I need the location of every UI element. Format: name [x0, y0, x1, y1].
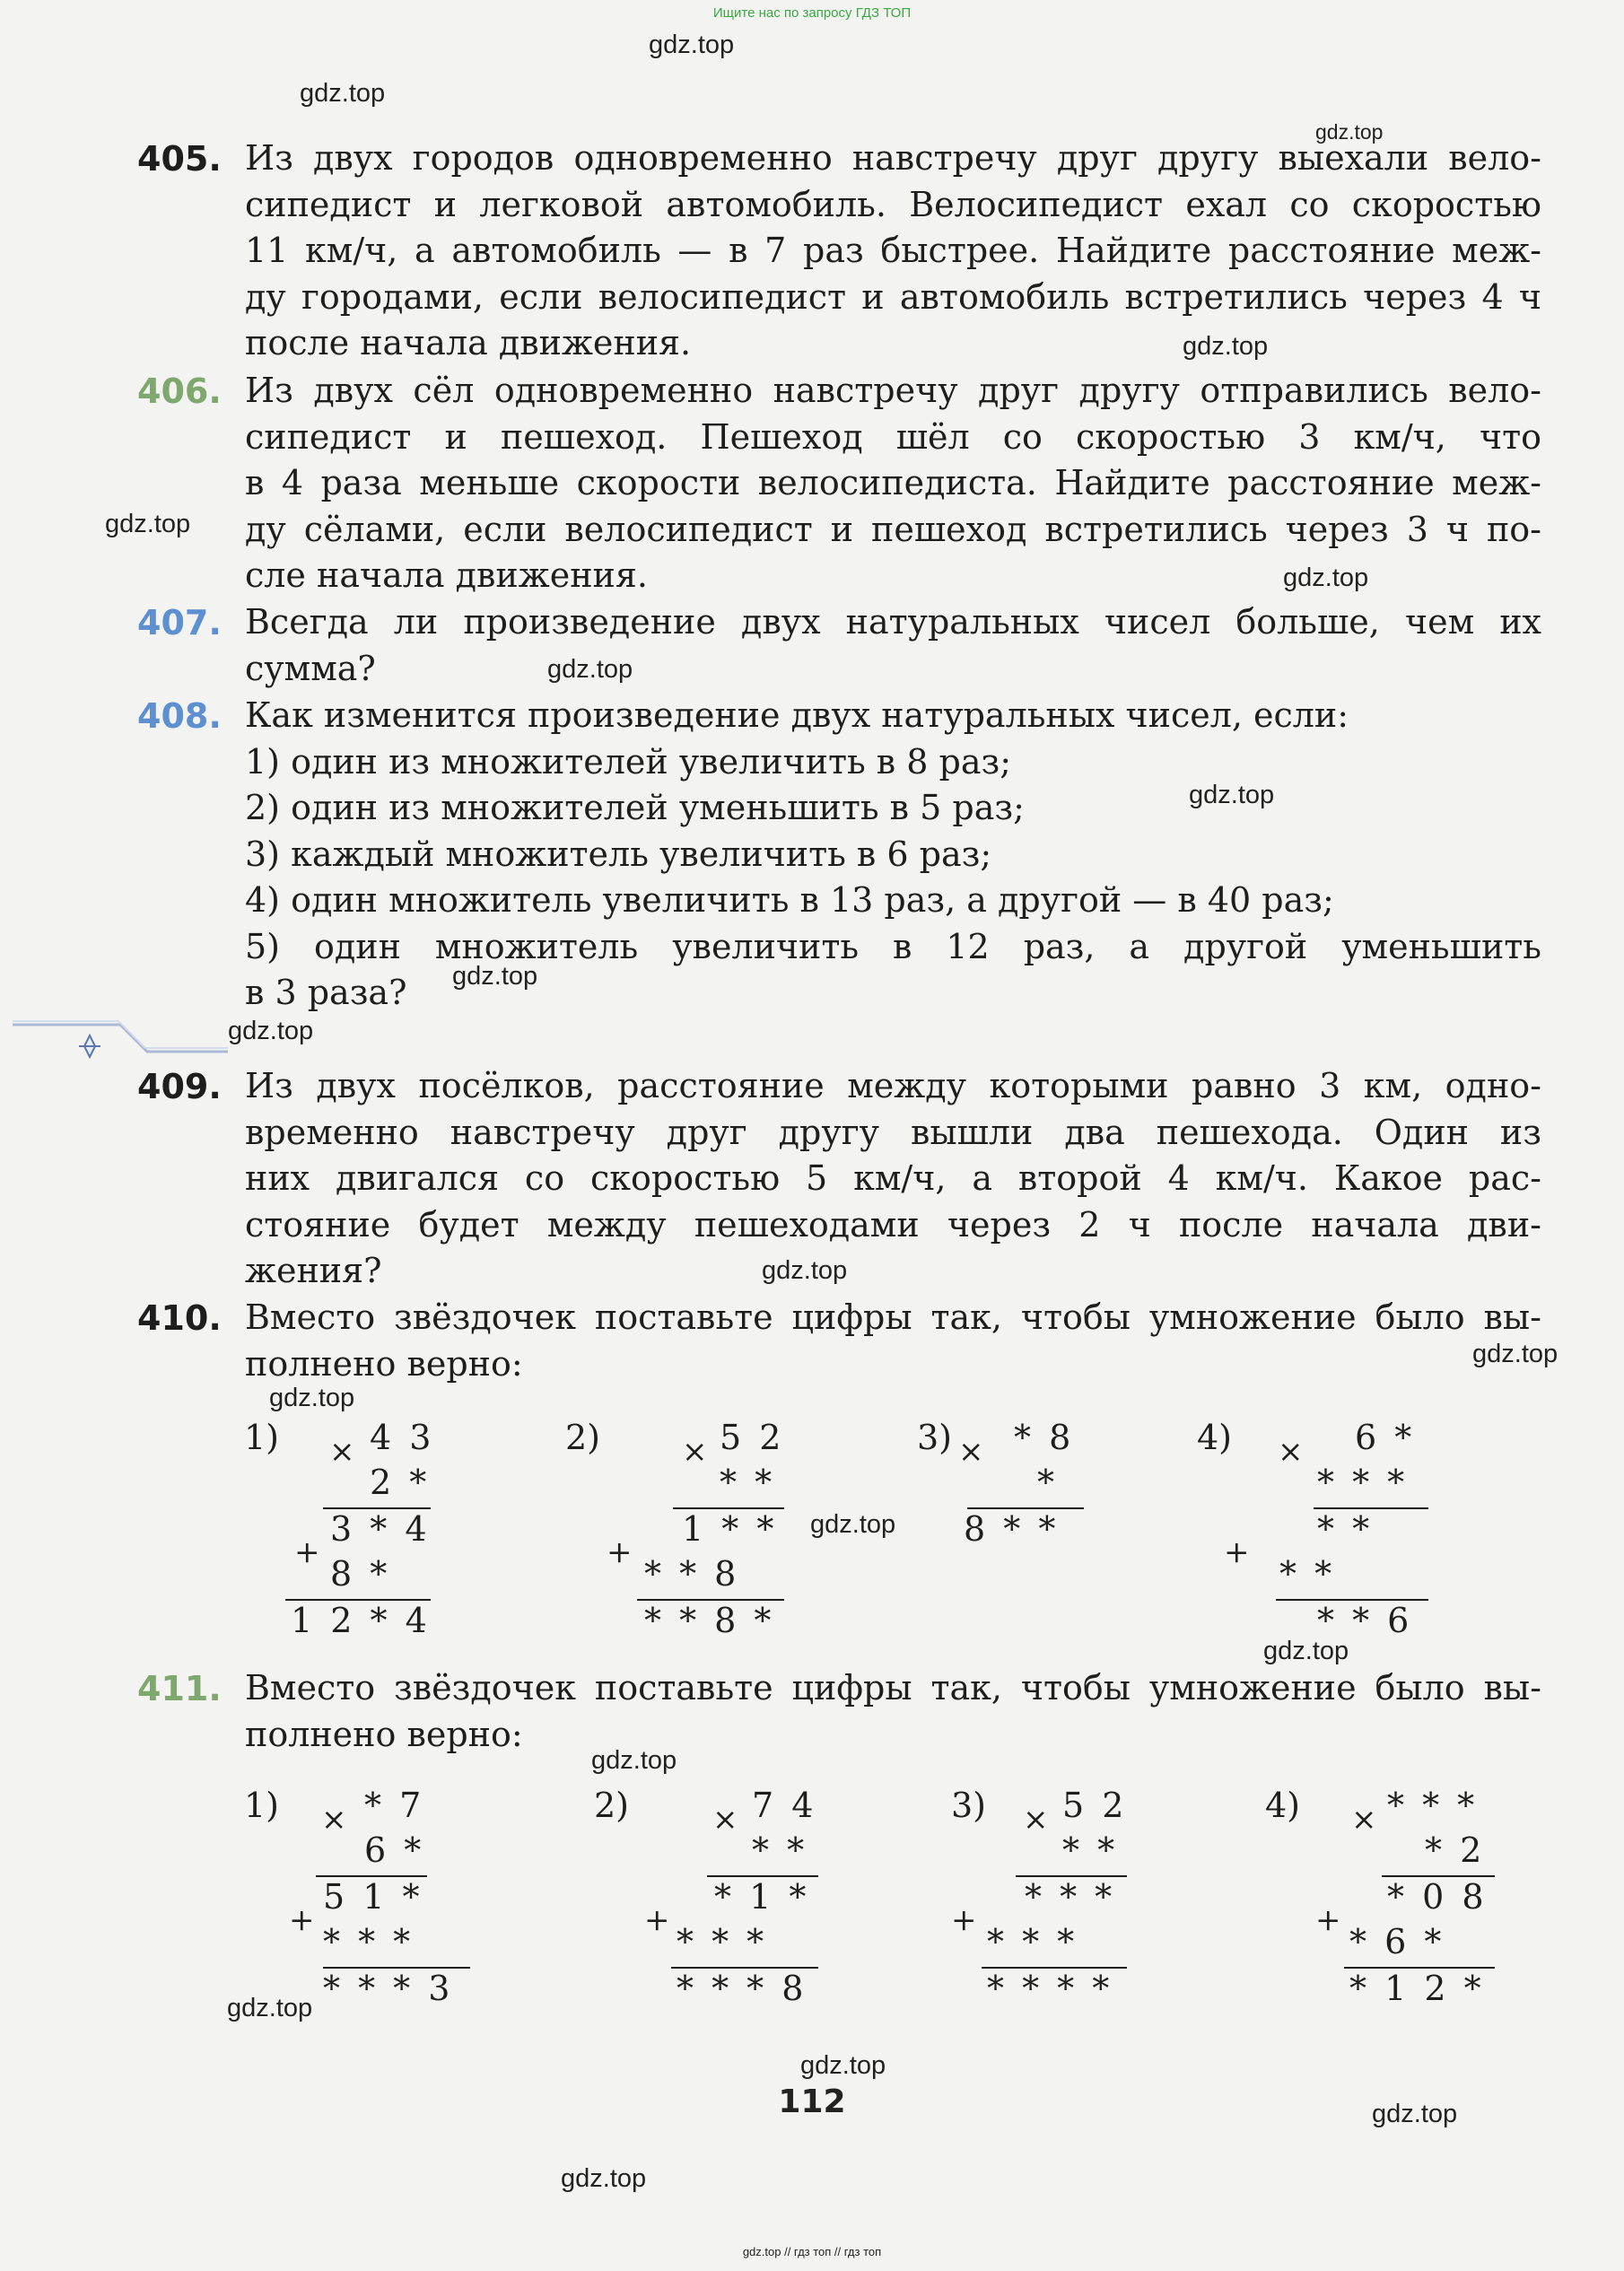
- partial-product: 3 * 4: [330, 1509, 431, 1549]
- text-line: 4) один множитель увеличить в 13 раз, а другой — в 40 раз;: [245, 880, 1334, 920]
- multiplication-puzzle: [244, 1786, 495, 2019]
- multiplicand: 5 2: [1062, 1786, 1128, 1825]
- plus-icon: +: [607, 1534, 633, 1570]
- plus-icon: +: [1224, 1534, 1250, 1570]
- partial-product: * * *: [323, 1922, 415, 1961]
- times-icon: ×: [321, 1802, 347, 1838]
- problem-number: 408.: [137, 696, 222, 736]
- partial-product: 5 1 *: [323, 1877, 423, 1917]
- multiplication-puzzle: [565, 1418, 799, 1651]
- plus-icon: +: [294, 1534, 320, 1570]
- text-line: Вместо звёздочек поставьте цифры так, чтобы умножение было вы-: [245, 1668, 1541, 1708]
- partial-product: * * *: [677, 1922, 768, 1961]
- section-badge-icon: [13, 1010, 228, 1064]
- puzzle-label: 2): [594, 1786, 630, 1825]
- text-line: 3) каждый множитель увеличить в 6 раз;: [245, 834, 992, 874]
- text-line: Вместо звёздочек поставьте цифры так, чтобы умножение было вы-: [245, 1297, 1541, 1337]
- watermark: gdz.top: [561, 2164, 647, 2193]
- product: * * 6: [1317, 1601, 1413, 1640]
- text-line: в 4 раза меньше скорости велосипедиста. Найдите расстояние меж-: [245, 463, 1541, 502]
- problem-text: [245, 599, 1541, 692]
- text-line: 11 км/ч, а автомобиль — в 7 раз быстрее. Найдите расстояние меж-: [245, 231, 1541, 270]
- text-line: стояние будет между пешеходами через 2 ч после начала дви-: [245, 1204, 1541, 1245]
- multiplication-puzzle: [917, 1418, 1123, 1561]
- puzzle-label: 3): [951, 1786, 987, 1825]
- problem-text: [245, 1295, 1541, 1387]
- multiplicand: * * *: [1387, 1786, 1479, 1825]
- text-line: Из двух городов одновременно навстречу друг другу выехали вело-: [245, 138, 1541, 178]
- text-line: жения?: [245, 1251, 382, 1290]
- watermark: gdz.top: [810, 1510, 896, 1539]
- product: 8 * *: [964, 1509, 1060, 1549]
- partial-product: * *: [1317, 1509, 1374, 1549]
- problem-number: 405.: [137, 139, 222, 179]
- partial-product: 8 *: [330, 1554, 391, 1594]
- partial-product: * * *: [1025, 1877, 1116, 1917]
- watermark: gdz.top: [1263, 1637, 1349, 1665]
- text-line: ду сёлами, если велосипедист и пешеход встретились через 3 ч по-: [245, 509, 1541, 549]
- problem-text: [245, 1665, 1541, 1758]
- multiplicand: * 7: [364, 1786, 425, 1825]
- multiplier: * *: [752, 1830, 808, 1870]
- product: * 1 2 *: [1349, 1969, 1485, 2008]
- watermark: gdz.top: [269, 1384, 355, 1412]
- text-line: сипедист и пешеход. Пешеход шёл со скоростью 3 км/ч, что: [245, 416, 1541, 457]
- multiplicand: 6 *: [1355, 1418, 1416, 1457]
- partial-product: * * *: [987, 1922, 1078, 1961]
- problem-text: [245, 368, 1541, 599]
- problem-number: 406.: [137, 371, 222, 411]
- plus-icon: +: [289, 1902, 315, 1938]
- watermark: gdz.top: [649, 31, 735, 59]
- watermark: gdz.top: [1183, 332, 1269, 361]
- problem-number: 407.: [137, 603, 222, 642]
- problem-number: 411.: [137, 1669, 222, 1708]
- plus-icon: +: [1315, 1902, 1341, 1938]
- multiplication-puzzle: [951, 1786, 1202, 2019]
- partial-product: * *: [1279, 1554, 1336, 1594]
- text-line: 1) один из множителей увеличить в 8 раз;: [245, 741, 1011, 782]
- puzzle-label: 1): [244, 1786, 280, 1825]
- multiplier: 6 *: [364, 1830, 425, 1870]
- text-line: 2) один из множителей уменьшить в 5 раз;: [245, 788, 1025, 827]
- problem-text: [245, 693, 1541, 1017]
- times-icon: ×: [329, 1434, 355, 1470]
- product: * * * 3: [323, 1969, 454, 2008]
- product: 1 2 * 4: [291, 1601, 431, 1640]
- text-line: 5) один множитель увеличить в 12 раз, а другой уменьшить: [245, 926, 1541, 966]
- watermark: gdz.top: [1189, 781, 1275, 809]
- multiplication-puzzle: [1197, 1418, 1466, 1651]
- watermark: gdz.top: [105, 510, 191, 538]
- times-icon: ×: [682, 1434, 708, 1470]
- text-line: Из двух посёлков, расстояние между которыми равно 3 км, одно-: [245, 1066, 1541, 1105]
- multiplier: 2 *: [370, 1463, 431, 1502]
- text-line: них двигался со скоростью 5 км/ч, а второй 4 км/ч. Какое рас-: [245, 1158, 1541, 1198]
- text-line: после начала движения.: [245, 323, 692, 362]
- text-line: Всегда ли произведение двух натуральных чисел больше, чем их: [245, 602, 1541, 642]
- times-icon: ×: [712, 1802, 738, 1838]
- watermark: gdz.top: [227, 1994, 313, 2022]
- product: * * * *: [987, 1969, 1113, 2008]
- watermark: gdz.top: [762, 1256, 848, 1285]
- multiplier: * * *: [1317, 1463, 1409, 1502]
- partial-product: * * 8: [644, 1554, 740, 1594]
- multiplier: *: [1037, 1463, 1058, 1502]
- problem-text: [245, 1063, 1541, 1295]
- watermark: gdz.top: [1283, 563, 1369, 592]
- multiplicand: * 8: [1014, 1418, 1075, 1457]
- text-line: сипедист и легковой автомобиль. Велосипедист ехал со скоростью: [245, 184, 1541, 224]
- watermark: gdz.top: [452, 962, 538, 991]
- product: * * 8 *: [644, 1601, 775, 1640]
- watermark: gdz.top: [591, 1746, 677, 1775]
- text-line: сле начала движения.: [245, 555, 648, 595]
- partial-product: * 1 *: [714, 1877, 810, 1917]
- text-line: временно навстречу друг другу вышли два пешехода. Один из: [245, 1112, 1541, 1152]
- text-line: Как изменится произведение двух натуральных чисел, если:: [245, 695, 1349, 735]
- problem-number: 410.: [137, 1298, 222, 1338]
- top-banner: Ищите нас по запросу ГДЗ ТОП: [712, 5, 912, 21]
- multiplication-puzzle: [1265, 1786, 1534, 2019]
- watermark: gdz.top: [228, 1017, 314, 1045]
- partial-product: * 0 8: [1387, 1877, 1488, 1917]
- multiplicand: 7 4: [752, 1786, 817, 1825]
- watermark: gdz.top: [1472, 1340, 1559, 1368]
- puzzle-label: 1): [244, 1418, 280, 1457]
- text-line: в 3 раза?: [245, 973, 407, 1012]
- times-icon: ×: [958, 1434, 984, 1470]
- multiplication-puzzle: [244, 1418, 459, 1651]
- partial-product: 1 * *: [682, 1509, 778, 1549]
- text-line: Из двух сёл одновременно навстречу друг другу отправились вело-: [245, 371, 1541, 410]
- times-icon: ×: [1278, 1434, 1304, 1470]
- plus-icon: +: [951, 1902, 977, 1938]
- multiplication-puzzle: [594, 1786, 845, 2019]
- multiplicand: 4 3: [370, 1418, 435, 1457]
- watermark: gdz.top: [547, 655, 633, 684]
- times-icon: ×: [1023, 1802, 1049, 1838]
- multiplier: * 2: [1425, 1830, 1486, 1870]
- puzzle-label: 4): [1197, 1418, 1233, 1457]
- text-line: ду городами, если велосипедист и автомобиль встретились через 4 ч: [245, 276, 1541, 317]
- watermark: gdz.top: [300, 79, 386, 108]
- partial-product: * 6 *: [1349, 1922, 1445, 1961]
- text-line: полнено верно:: [245, 1343, 523, 1384]
- text-line: полнено верно:: [245, 1714, 523, 1754]
- puzzle-label: 3): [917, 1418, 953, 1457]
- bottom-banner: gdz.top // гдз топ // гдз топ: [742, 2245, 882, 2258]
- watermark: gdz.top: [800, 2051, 886, 2080]
- product: * * * 8: [677, 1969, 808, 2008]
- problem-text: [245, 135, 1541, 367]
- times-icon: ×: [1351, 1802, 1377, 1838]
- watermark: gdz.top: [1315, 120, 1384, 144]
- multiplicand: 5 2: [720, 1418, 785, 1457]
- watermark: gdz.top: [1372, 2100, 1458, 2128]
- plus-icon: +: [644, 1902, 670, 1938]
- text-line: сумма?: [245, 648, 376, 688]
- multiplier: * *: [720, 1463, 776, 1502]
- puzzle-label: 2): [565, 1418, 601, 1457]
- problem-number: 409.: [137, 1067, 222, 1106]
- page-number: 112: [778, 2083, 846, 2120]
- multiplier: * *: [1062, 1830, 1119, 1870]
- puzzle-label: 4): [1265, 1786, 1301, 1825]
